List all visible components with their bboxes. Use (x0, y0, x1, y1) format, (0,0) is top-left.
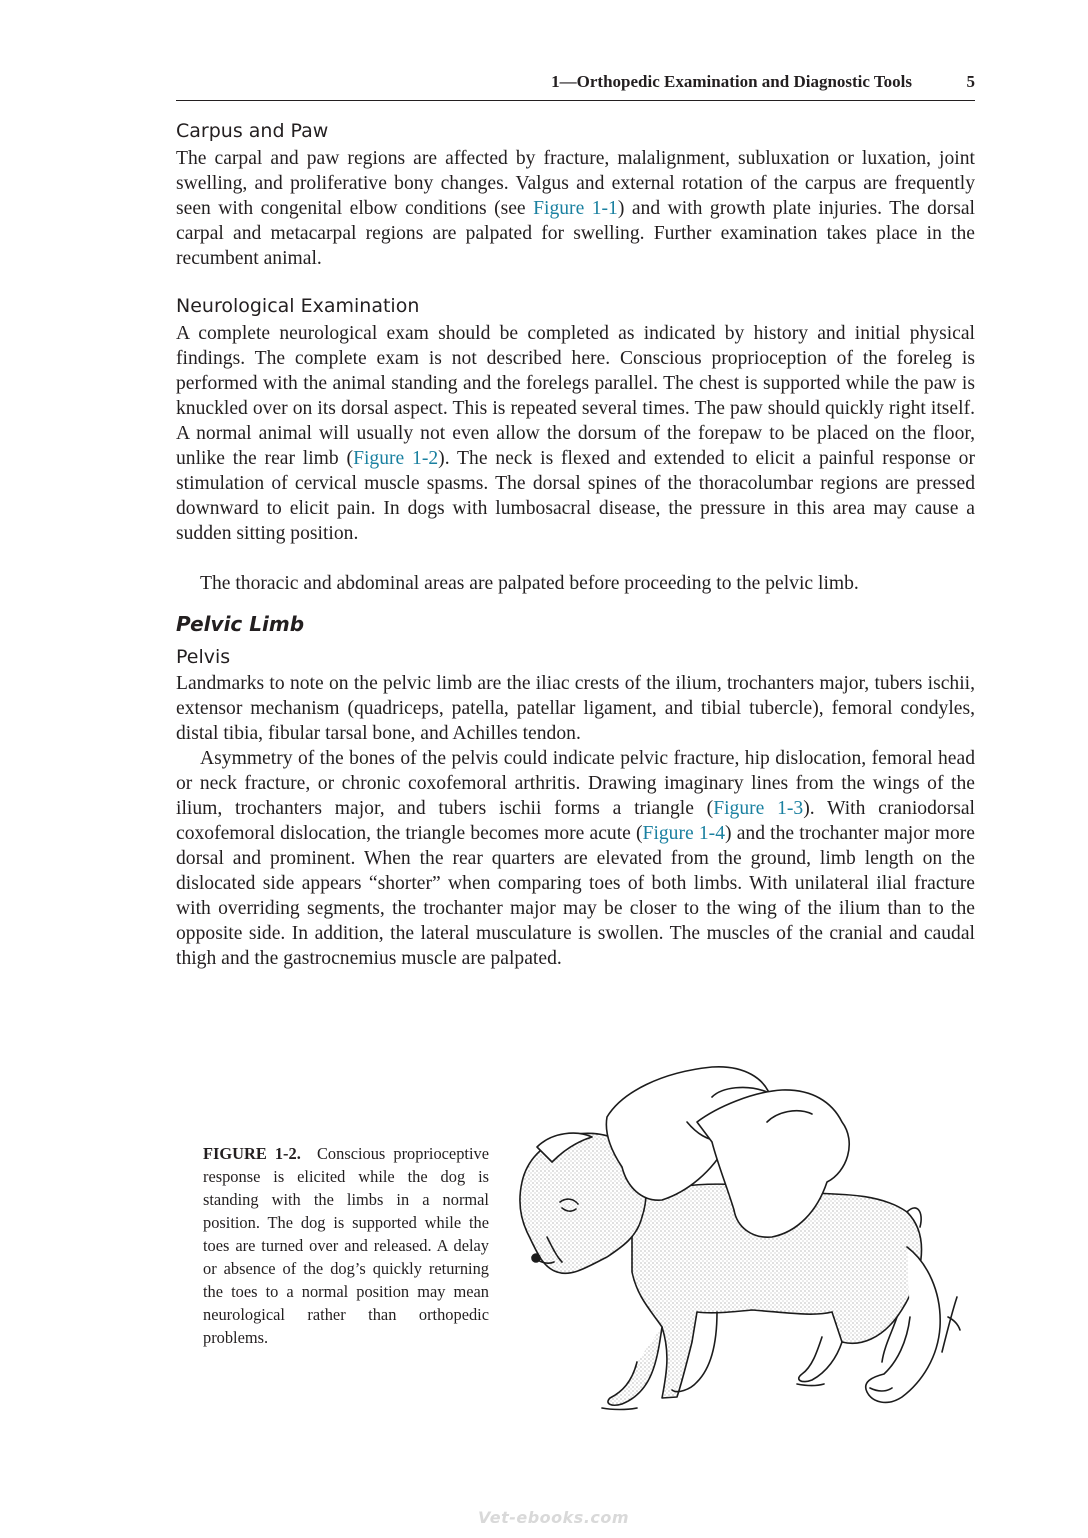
heading-pelvic-limb: Pelvic Limb (176, 612, 305, 636)
text-run: Asymmetry of the bones of the pelvis could indicate pelvic fracture, hip dislocation, femoral head or neck fracture, or chronic coxofemoral arthritis. Drawing imaginary lines from the wings of the ilium, trochanters major, and tubers ischii forms a triangle ( (176, 748, 975, 819)
text-run: A complete neurological exam should be completed as indicated by history and initial physical findings. The complete exam is not described here. Conscious proprioception of the foreleg is performed with the animal standing and the forelegs parallel. The chest is supported while the paw is knuckled over on its dorsal aspect. This is repeated several times. The paw should quickly right itself. A normal animal will usually not even allow the dorsum of the forepaw to be placed on the floor, unlike the rear limb ( (176, 323, 975, 469)
link-figure-1-3[interactable]: Figure 1-3 (713, 798, 804, 819)
text-run: ) and the trochanter major more dorsal and prominent. When the rear quarters are elevated from the ground, limb length on the dislocated side appears “shorter” when comparing toes of both limbs. With unilateral ilial fracture with overriding segments, the trochanter major may be closer to the wing of the ilium than to the opposite side. In addition, the lateral musculature is swollen. The muscles of the cranial and caudal thigh and the gastrocnemius muscle are palpated. (176, 823, 975, 969)
running-head (176, 70, 975, 101)
paragraph-neuro-2: The thoracic and abdominal areas are palpated before proceeding to the pelvic limb. (200, 573, 859, 594)
text-run: ). With craniodorsal coxofemoral dislocation, the triangle becomes more acute ( (176, 798, 975, 844)
paragraph-pelvis-2 (176, 746, 975, 971)
heading-pelvis: Pelvis (176, 646, 231, 668)
link-figure-1-2[interactable]: Figure 1-2 (353, 448, 439, 469)
text-run: The carpal and paw regions are affected by fracture, malalignment, subluxation or luxation, joint swelling, and proliferative bony changes. Valgus and external rotation of the carpus are frequently seen with congenital elbow conditions (see (176, 148, 975, 219)
heading-carpus-and-paw: Carpus and Paw (176, 120, 329, 142)
footer-watermark: Vet-ebooks.com (478, 1508, 630, 1527)
chapter-title: 1—Orthopedic Examination and Diagnostic Tools (551, 72, 912, 91)
heading-neurological-examination: Neurological Examination (176, 295, 420, 317)
figure-caption-text: Conscious proprioceptive response is elicited while the dog is standing with the limbs in a normal position. The dog is supported while the toes are turned over and released. A delay or absence of the dog’s quickly returning the toes to a normal position may mean neurological rather than orthopedic problems. (203, 1144, 489, 1347)
link-figure-1-4[interactable]: Figure 1-4 (642, 823, 725, 844)
paragraph-carpus (176, 146, 975, 271)
text-run: ) and with growth plate injuries. The dorsal carpal and metacarpal regions are palpated for swelling. Further examination takes place in the recumbent animal. (176, 198, 975, 269)
figure-caption (203, 1142, 489, 1349)
link-figure-1-1[interactable]: Figure 1-1 (533, 198, 618, 219)
paragraph-neuro-1 (176, 321, 975, 546)
paragraph-pelvis-1: Landmarks to note on the pelvic limb are the iliac crests of the ilium, trochanters major, tubers ischii, extensor mechanism (quadriceps, patella, patellar ligament, and tibial tubercle), femoral condyles, distal tibia, fibular tarsal bone, and Achilles tendon. (176, 673, 975, 744)
dog-proprioception-drawing-icon (512, 1062, 982, 1422)
figure-label: FIGURE 1-2. (203, 1144, 301, 1163)
text-run: ). The neck is flexed and extended to elicit a painful response or stimulation of cervical muscle spasms. The dorsal spines of the thoracolumbar regions are pressed downward to elicit pain. In dogs with lumbosacral disease, the pressure in this area may cause a sudden sitting position. (176, 448, 975, 544)
page-number: 5 (966, 72, 975, 91)
